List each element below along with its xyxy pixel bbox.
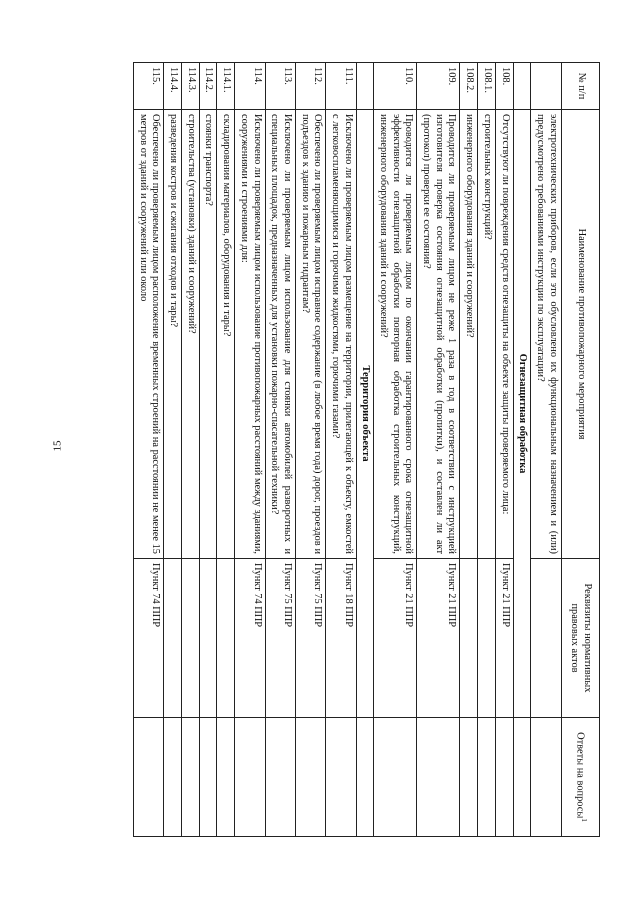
row-answer-cell	[417, 718, 460, 837]
row-answer-cell	[478, 718, 496, 837]
section-num-cell	[356, 63, 374, 110]
table-row	[164, 63, 182, 837]
row-ref: Пункт 21 ППР	[374, 559, 417, 718]
table-row	[531, 63, 561, 837]
table-row	[235, 63, 265, 837]
header-answers-label: Ответы на вопросы	[574, 732, 586, 819]
row-num: 114.1.	[217, 63, 235, 110]
row-num: 114.2.	[199, 63, 217, 110]
table-row	[495, 63, 513, 837]
row-ref: Пункт 18 ППР	[326, 559, 356, 718]
row-text: строительства (установки) зданий и сооружений?	[182, 110, 200, 559]
row-num: 108.2.	[460, 63, 478, 110]
row-num: 108.1.	[478, 63, 496, 110]
row-ref: Пункт 75 ППР	[265, 559, 295, 718]
row-ref	[164, 559, 182, 718]
header-answers-footnote: 1	[579, 818, 588, 822]
row-text: Исключено ли проверяемым лицом использование противопожарных расстояний между зданиями, сооружениями и строениями для:	[235, 110, 265, 559]
row-text: разведения костров и сжигания отходов и тары?	[164, 110, 182, 559]
header-row	[561, 63, 599, 837]
row-ref: Пункт 74 ППР	[235, 559, 265, 718]
row-num: 114.3.	[182, 63, 200, 110]
section-answer-cell	[356, 718, 374, 837]
row-ref	[182, 559, 200, 718]
table-row	[182, 63, 200, 837]
row-ref: Пункт 21 ППР	[495, 559, 513, 718]
row-num: 110.	[374, 63, 417, 110]
table-row	[217, 63, 235, 837]
table-row	[134, 63, 164, 837]
row-num: 114.	[235, 63, 265, 110]
header-ref: Реквизиты нормативных правовых актов	[561, 559, 599, 718]
row-text: стоянки транспорта?	[199, 110, 217, 559]
row-answer-cell	[199, 718, 217, 837]
row-text: электротехнических приборов, если это обусловлено их функциональным назначением и (или) предусмотрено требованиями инструкции по эксплуатации?	[531, 110, 561, 559]
row-answer-cell	[460, 718, 478, 837]
row-ref	[199, 559, 217, 718]
rotated-table-container	[95, 62, 600, 822]
row-num: 111.	[326, 63, 356, 110]
row-ref: Пункт 75 ППР	[295, 559, 325, 718]
table-row	[460, 63, 478, 837]
table-row	[199, 63, 217, 837]
row-text: инженерного оборудования зданий и сооружений?	[460, 110, 478, 559]
row-answer-cell	[374, 718, 417, 837]
checklist-table	[133, 62, 600, 837]
row-ref	[217, 559, 235, 718]
table-row	[478, 63, 496, 837]
section-row	[356, 63, 374, 837]
row-answer-cell	[326, 718, 356, 837]
row-num	[531, 63, 561, 110]
row-answer-cell	[295, 718, 325, 837]
row-ref	[478, 559, 496, 718]
row-text: складирования материалов, оборудования и тары?	[217, 110, 235, 559]
row-num: 109.	[417, 63, 460, 110]
row-answer-cell	[217, 718, 235, 837]
row-num: 114.4.	[164, 63, 182, 110]
row-answer-cell	[235, 718, 265, 837]
page-number: 15	[51, 440, 64, 452]
header-num: № п/п	[561, 63, 599, 110]
row-answer-cell	[164, 718, 182, 837]
table-row	[417, 63, 460, 837]
section-answer-cell	[513, 718, 531, 837]
row-answer-cell	[134, 718, 164, 837]
row-text: Исключено ли проверяемым лицом размещение на территории, прилегающей к объекту, емкостей с легковоспламеняющимися и горючими жидкостями, горючими газами?	[326, 110, 356, 559]
header-name: Наименование противопожарного мероприятия	[561, 110, 599, 559]
header-answers	[561, 718, 599, 837]
row-ref: Пункт 74 ППР	[134, 559, 164, 718]
row-answer-cell	[495, 718, 513, 837]
row-text: Проводится ли проверяемым лицом не реже 1 раза в год в соответствии с инструкцией изготовителя проверка состояния огнезащитной обработки (пропитки), и составлен ли акт (протокол) проверки ее состояния?	[417, 110, 460, 559]
section-row	[513, 63, 531, 837]
row-ref	[531, 559, 561, 718]
row-answer-cell	[531, 718, 561, 837]
row-text: Обеспечено ли проверяемым лицом расположение временных строений на расстоянии не менее 15 метров от зданий и сооружений или около	[134, 110, 164, 559]
row-num: 115.	[134, 63, 164, 110]
row-ref	[460, 559, 478, 718]
row-text: Исключено ли проверяемым лицом использование для стоянки автомобилей разворотных и специальных площадок, предназначенных для установки пожарно-спасательной техники?	[265, 110, 295, 559]
row-text: строительных конструкций?	[478, 110, 496, 559]
table-row	[326, 63, 356, 837]
row-text: Отсутствуют ли повреждения средств огнезащиты на объекте защиты проверяемого лица:	[495, 110, 513, 559]
row-text: Обеспечено ли проверяемым лицом исправное содержание (в любое время года) дорог, проездов и подъездов к зданию и пожарным гидрантам?	[295, 110, 325, 559]
row-answer-cell	[182, 718, 200, 837]
row-ref: Пункт 21 ППР	[417, 559, 460, 718]
table-row	[265, 63, 295, 837]
section-title: Огнезащитная обработка	[513, 110, 531, 718]
section-num-cell	[513, 63, 531, 110]
row-answer-cell	[265, 718, 295, 837]
row-text: Проводится ли проверяемым лицом по окончании гарантированного срока огнезащитной эффективности огнезащитной обработки повторная обработка строительных конструкций, инженерного оборудования зданий и сооружений?	[374, 110, 417, 559]
row-num: 108.	[495, 63, 513, 110]
table-body	[134, 63, 562, 837]
table-row	[374, 63, 417, 837]
section-title: Территория объекта	[356, 110, 374, 718]
row-num: 113.	[265, 63, 295, 110]
row-num: 112.	[295, 63, 325, 110]
table-row	[295, 63, 325, 837]
